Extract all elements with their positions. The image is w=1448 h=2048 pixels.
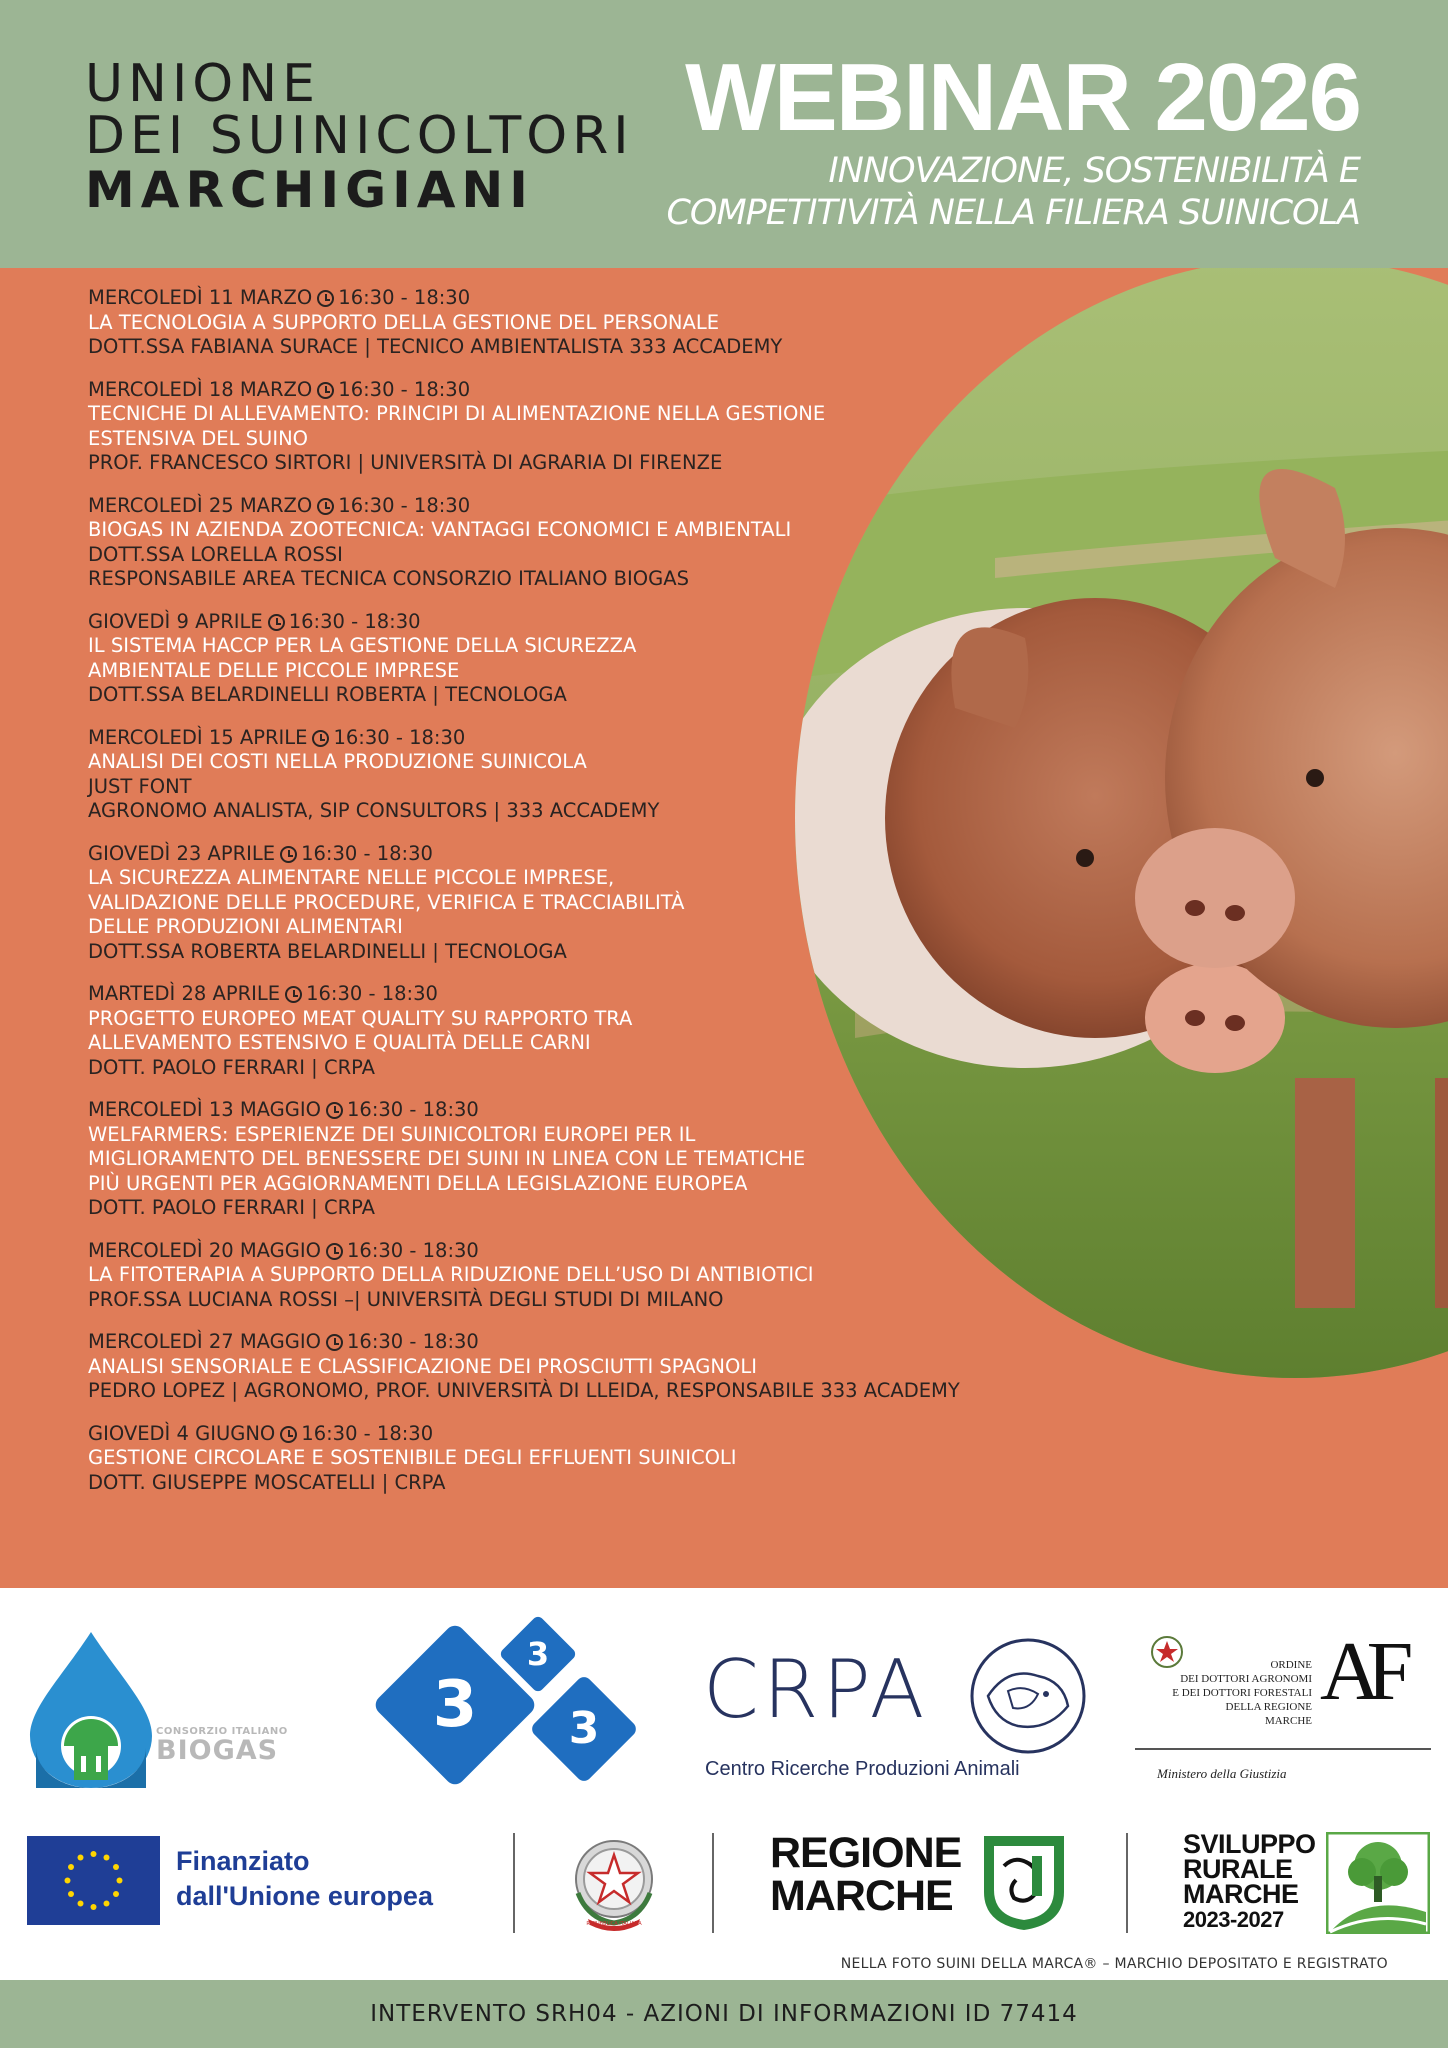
event-date: MERCOLEDÌ 27 MAGGIO <box>88 1330 321 1353</box>
eu-line-1: Finanziato <box>176 1846 310 1876</box>
event-speaker-line: DOTT.SSA LORELLA ROSSI <box>88 542 343 566</box>
webinar-title: WEBINAR 2026 <box>685 44 1360 151</box>
event-time: 16:30 - 18:30 <box>338 286 471 309</box>
event-date: GIOVEDÌ 9 APRILE <box>88 609 263 633</box>
event-title-line: PIÙ URGENTI PER AGGIORNAMENTI DELLA LEGISLAZIONE EUROPEA <box>88 1171 748 1195</box>
event-date-line <box>88 726 1288 751</box>
event-date-line <box>88 842 1288 867</box>
event-date: GIOVEDÌ 4 GIUGNO <box>88 1421 276 1445</box>
event-time: 16:30 - 18:30 <box>347 1330 479 1353</box>
ordine-ministero: Ministero della Giustizia <box>1157 1766 1287 1781</box>
org-line-3: MARCHIGIANI <box>85 161 534 219</box>
regione-marche-text <box>770 1829 962 1920</box>
photo-note: NELLA FOTO SUINI DELLA MARCA® – MARCHIO DEPOSITATO E REGISTRATO <box>840 1956 1388 1972</box>
tree-icon <box>1326 1832 1430 1934</box>
clock-icon <box>317 498 334 515</box>
event-title-line: BIOGAS IN AZIENDA ZOOTECNICA: VANTAGGI ECONOMICI E AMBIENTALI <box>88 518 792 541</box>
webinar-subtitle-line-1: INNOVAZIONE, SOSTENIBILITÀ E <box>828 151 1360 191</box>
event-time: 16:30 - 18:30 <box>338 377 471 401</box>
header-banner <box>0 0 1448 268</box>
clock-icon <box>268 614 285 631</box>
org-line-1: UNIONE <box>85 54 320 114</box>
event-title-line: MIGLIORAMENTO DEL BENESSERE DEI SUINI IN LINEA CON LE TEMATICHE <box>88 1147 806 1170</box>
event-time: 16:30 - 18:30 <box>306 982 438 1005</box>
event-title-line: AMBIENTALE DELLE PICCOLE IMPRESE <box>88 658 460 682</box>
event-date-line <box>88 1330 1288 1355</box>
event-speaker-line: DOTT. PAOLO FERRARI | CRPA <box>88 1055 375 1079</box>
event-speaker-line: PROF. FRANCESCO SIRTORI | UNIVERSITÀ DI AGRARIA DI FIRENZE <box>88 451 723 474</box>
eu-flag-icon <box>27 1836 160 1925</box>
biogas-drop-icon <box>26 1628 156 1788</box>
eu-line-2: dall'Unione europea <box>176 1881 433 1911</box>
event-speaker-line: PEDRO LOPEZ | AGRONOMO, PROF. UNIVERSITÀ DI LLEIDA, RESPONSABILE 333 ACADEMY <box>88 1379 960 1402</box>
event-time: 16:30 - 18:30 <box>347 1098 479 1121</box>
srm-line-2: RURALE <box>1183 1854 1293 1884</box>
cow-pig-icon <box>968 1636 1088 1756</box>
clock-icon <box>280 846 297 863</box>
event-item <box>88 1422 1288 1496</box>
event-date: MERCOLEDÌ 11 MARZO <box>88 286 313 309</box>
event-item <box>88 286 1288 360</box>
logos-section <box>0 1588 1448 1980</box>
event-speaker-line: DOTT.SSA FABIANA SURACE | TECNICO AMBIENTALISTA 333 ACCADEMY <box>88 335 783 358</box>
event-speaker-line: DOTT. GIUSEPPE MOSCATELLI | CRPA <box>88 1470 446 1494</box>
ordine-line-3: E DEI DOTTORI FORESTALI <box>1172 1687 1312 1699</box>
organization-name <box>85 54 634 219</box>
event-title-line: WELFARMERS: ESPERIENZE DEI SUINICOLTORI EUROPEI PER IL <box>88 1122 696 1146</box>
event-speaker-line: DOTT.SSA ROBERTA BELARDINELLI | TECNOLOGA <box>88 939 567 963</box>
event-date: GIOVEDÌ 23 APRILE <box>88 841 276 865</box>
event-date: MERCOLEDÌ 20 MAGGIO <box>88 1238 321 1262</box>
event-date: MERCOLEDÌ 13 MAGGIO <box>88 1098 321 1121</box>
clock-icon <box>285 986 302 1003</box>
webinar-subtitle-line-2: COMPETITIVITÀ NELLA FILIERA SUINICOLA <box>666 193 1360 233</box>
regione-marche-shield-icon <box>980 1832 1068 1932</box>
sviluppo-rurale-text <box>1183 1829 1316 1932</box>
event-time: 16:30 - 18:30 <box>288 609 421 633</box>
ordine-monogram: AF <box>1320 1625 1400 1718</box>
event-speaker-line: DOTT. PAOLO FERRARI | CRPA <box>88 1196 375 1219</box>
event-time: 16:30 - 18:30 <box>333 725 466 749</box>
event-item <box>88 982 1288 1080</box>
event-time: 16:30 - 18:30 <box>301 1421 434 1445</box>
event-item <box>88 378 1288 476</box>
event-item <box>88 1098 1288 1221</box>
clock-icon <box>326 1102 343 1119</box>
footer-text: INTERVENTO SRH04 - AZIONI DI INFORMAZIONI ID 77414 <box>370 2001 1078 2027</box>
digit-3-medium: 3 <box>568 1703 600 1754</box>
event-date-line <box>88 378 1288 403</box>
regione-line-2: MARCHE <box>770 1872 953 1920</box>
event-date: MARTEDÌ 28 APRILE <box>88 982 281 1005</box>
biogas-line-2: BIOGAS <box>156 1735 279 1766</box>
event-title-line: LA FITOTERAPIA A SUPPORTO DELLA RIDUZIONE DELL’USO DI ANTIBIOTICI <box>88 1263 814 1286</box>
event-title-line: GESTIONE CIRCOLARE E SOSTENIBILE DEGLI EFFLUENTI SUINICOLI <box>88 1446 737 1469</box>
event-item <box>88 494 1288 592</box>
logo-divider-2 <box>712 1833 714 1933</box>
event-date-line <box>88 1239 1288 1264</box>
regione-line-1: REGIONE <box>770 1829 962 1877</box>
digit-3-small: 3 <box>526 1635 550 1673</box>
event-item <box>88 1330 1288 1404</box>
event-title-line: PROGETTO EUROPEO MEAT QUALITY SU RAPPORTO TRA <box>88 1006 633 1030</box>
logo-divider-1 <box>513 1833 515 1933</box>
ordine-text <box>1140 1658 1312 1728</box>
srm-line-4: 2023-2027 <box>1183 1907 1284 1932</box>
event-date: MERCOLEDÌ 25 MARZO <box>88 493 313 517</box>
ordine-divider <box>1135 1748 1431 1750</box>
eu-funding-text <box>176 1844 433 1914</box>
srm-line-1: SVILUPPO <box>1183 1829 1316 1859</box>
clock-icon <box>326 1243 343 1260</box>
biogas-logo-text <box>156 1726 288 1765</box>
clock-icon <box>312 730 329 747</box>
event-date: MERCOLEDÌ 15 APRILE <box>88 725 308 749</box>
digit-3-large: 3 <box>432 1668 478 1742</box>
event-item <box>88 1239 1288 1313</box>
clock-icon <box>280 1426 297 1443</box>
event-item <box>88 842 1288 965</box>
ordine-line-1: ORDINE <box>1270 1659 1312 1671</box>
event-speaker-line: JUST FONT <box>88 774 192 798</box>
org-line-2: DEI SUINICOLTORI <box>85 106 634 166</box>
event-speaker-line: DOTT.SSA BELARDINELLI ROBERTA | TECNOLOGA <box>88 683 567 706</box>
event-speaker-line: RESPONSABILE AREA TECNICA CONSORZIO ITALIANO BIOGAS <box>88 567 689 590</box>
event-title-line: LA TECNOLOGIA A SUPPORTO DELLA GESTIONE DEL PERSONALE <box>88 310 720 334</box>
event-time: 16:30 - 18:30 <box>347 1238 479 1262</box>
clock-icon <box>326 1334 343 1351</box>
event-item <box>88 726 1288 824</box>
event-title-line: VALIDAZIONE DELLE PROCEDURE, VERIFICA E TRACCIABILITÀ <box>88 890 685 914</box>
event-title-line: IL SISTEMA HACCP PER LA GESTIONE DELLA SICUREZZA <box>88 634 637 657</box>
event-time: 16:30 - 18:30 <box>301 841 433 865</box>
event-title-line: LA SICUREZZA ALIMENTARE NELLE PICCOLE IMPRESE, <box>88 866 615 889</box>
event-date-line <box>88 1098 1288 1123</box>
srm-line-3: MARCHE <box>1183 1879 1299 1909</box>
logo-divider-3 <box>1126 1833 1128 1933</box>
clock-icon <box>317 290 334 307</box>
repubblica-italiana-emblem-icon <box>568 1833 660 1933</box>
ordine-line-5: MARCHE <box>1264 1715 1312 1727</box>
event-date-line <box>88 494 1288 519</box>
event-speaker-line: PROF.SSA LUCIANA ROSSI –| UNIVERSITÀ DEGLI STUDI DI MILANO <box>88 1287 724 1311</box>
event-date-line <box>88 610 1288 635</box>
emblem-text: REPUBBLICA ITALIANA <box>586 1921 642 1927</box>
event-date-line <box>88 982 1288 1007</box>
footer-bar <box>0 1980 1448 2048</box>
ordine-line-4: DELLA REGIONE <box>1225 1701 1312 1713</box>
event-date: MERCOLEDÌ 18 MARZO <box>88 377 313 401</box>
event-title-line: DELLE PRODUZIONI ALIMENTARI <box>88 915 403 938</box>
event-title-line: ANALISI SENSORIALE E CLASSIFICAZIONE DEI PROSCIUTTI SPAGNOLI <box>88 1354 757 1378</box>
schedule-section <box>0 268 1448 1588</box>
crpa-name: CRPA <box>703 1643 929 1736</box>
biogas-line-1: CONSORZIO ITALIANO <box>156 1726 288 1737</box>
event-title-line: ALLEVAMENTO ESTENSIVO E QUALITÀ DELLE CARNI <box>88 1031 591 1054</box>
event-title-line: ANALISI DEI COSTI NELLA PRODUZIONE SUINICOLA <box>88 750 587 773</box>
clock-icon <box>317 382 334 399</box>
event-time: 16:30 - 18:30 <box>338 493 471 517</box>
event-title-line: ESTENSIVA DEL SUINO <box>88 426 309 450</box>
event-date-line <box>88 286 1288 311</box>
ordine-line-2: DEI DOTTORI AGRONOMI <box>1180 1673 1312 1685</box>
crpa-full-name: Centro Ricerche Produzioni Animali <box>705 1758 1020 1780</box>
event-speaker-line: AGRONOMO ANALISTA, SIP CONSULTORS | 333 ACCADEMY <box>88 799 660 822</box>
webinar-heading <box>666 44 1360 234</box>
event-list <box>88 286 1288 1513</box>
event-item <box>88 610 1288 708</box>
event-title-line: TECNICHE DI ALLEVAMENTO: PRINCIPI DI ALIMENTAZIONE NELLA GESTIONE <box>88 402 826 425</box>
event-date-line <box>88 1422 1288 1447</box>
